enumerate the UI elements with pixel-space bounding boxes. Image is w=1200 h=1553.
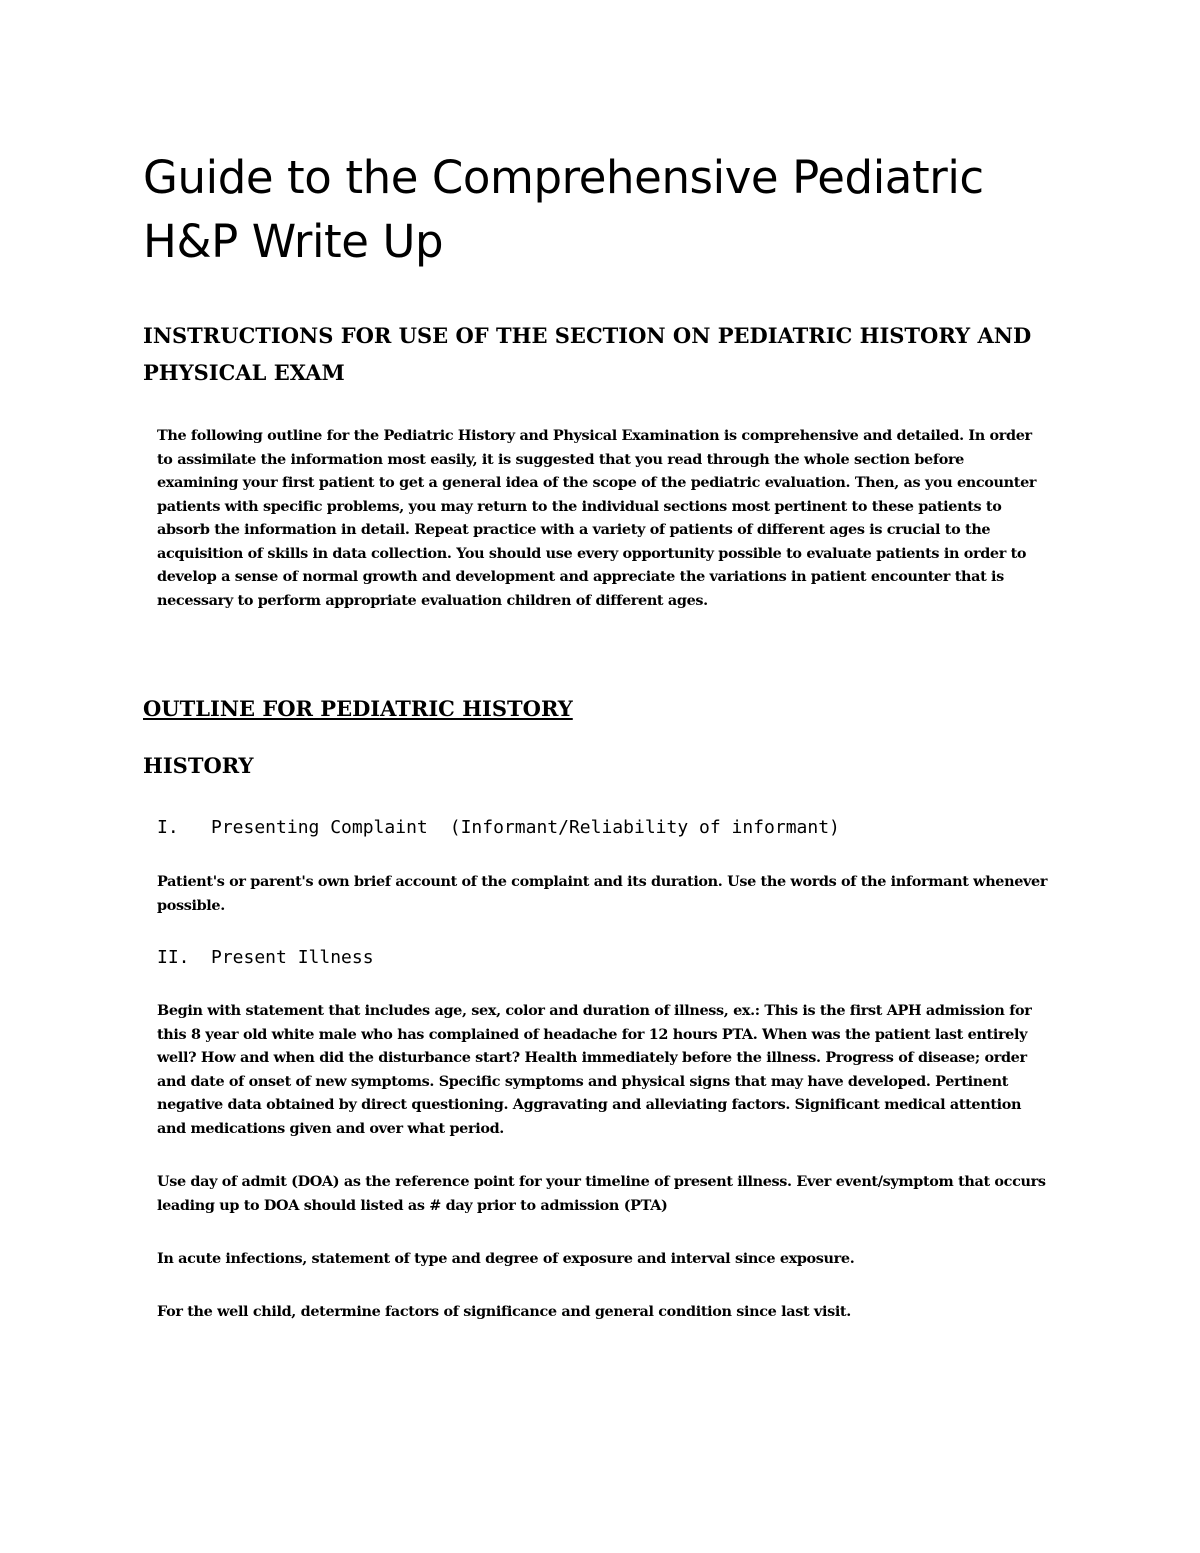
intro-paragraph: The following outline for the Pediatric History and Physical Examination is comprehensive and detailed. In order to assimilate the information most easily, it is suggested that you read through the whole section before examining your first patient to get a general idea of the scope of the pediatric evaluation. Then, as you encounter patients with specific problems, you may return to the individual sections most pertinent to these patients to absorb the information in detail. Repeat practice with a variety of patients of different ages is crucial to the acquisition of skills in data collection. You should use every opportunity possible to evaluate patients in order to develop a sense of normal growth and development and appreciate the variations in patient encounter that is necessary to perform appropriate evaluation children of different ages. <box>157 427 1037 609</box>
section-title: Presenting Complaint <box>211 817 428 838</box>
document-title: Guide to the Comprehensive Pediatric H&P Write Up <box>143 151 984 268</box>
instructions-heading: INSTRUCTIONS FOR USE OF THE SECTION ON PEDIATRIC HISTORY AND PHYSICAL EXAM <box>143 323 1032 385</box>
history-heading: HISTORY <box>143 753 254 778</box>
section-heading-present-illness <box>157 945 374 971</box>
present-illness-paragraph-2: Use day of admit (DOA) as the reference point for your timeline of present illness. Ever event/symptom that occurs leading up to DOA should listed as # day prior to admission (PTA) <box>157 1173 1046 1214</box>
section-subtitle: (Informant/Reliability of informant) <box>449 817 840 838</box>
present-illness-paragraph-1: Begin with statement that includes age, sex, color and duration of illness, ex.: This is the first APH admission for this 8 year old white male who has complained of headache for 12 hours PTA. When was the patient last entirely well? How and when did the disturbance start? Health immediately before the illness. Progress of disease; order and date of onset of new symptoms. Specific symptoms and physical signs that may have developed. Pertinent negative data obtained by direct questioning. Aggravating and alleviating factors. Significant medical attention and medications given and over what period. <box>157 1002 1032 1137</box>
presenting-complaint-paragraph: Patient's or parent's own brief account of the complaint and its duration. Use the words of the informant whenever possible. <box>157 873 1048 914</box>
present-illness-paragraph-4: For the well child, determine factors of significance and general condition since last visit. <box>157 1303 851 1320</box>
present-illness-paragraph-3: In acute infections, statement of type and degree of exposure and interval since exposure. <box>157 1250 855 1267</box>
section-numeral: II. <box>157 947 190 968</box>
section-heading-presenting-complaint <box>157 815 840 841</box>
section-numeral: I. <box>157 817 179 838</box>
outline-heading: OUTLINE FOR PEDIATRIC HISTORY <box>143 696 573 721</box>
section-title: Present Illness <box>211 947 374 968</box>
